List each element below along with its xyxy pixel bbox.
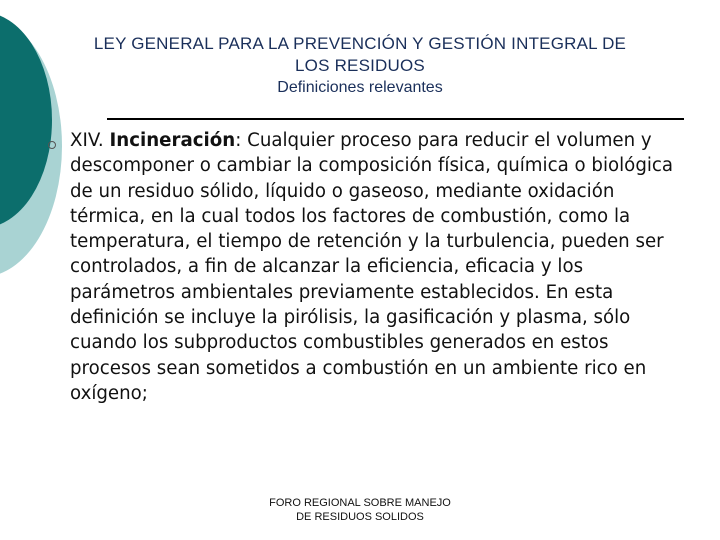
title-divider [107,118,684,120]
definition-term: Incineración [109,130,236,151]
slide-footer [230,496,490,524]
bullet-icon [48,141,56,149]
definition-paragraph [70,128,680,406]
definition-number: XIV. [70,130,104,151]
title-line-1: LEY GENERAL PARA LA PREVENCIÓN Y GESTIÓN INTEGRAL DE [93,34,627,53]
title-line-2: LOS RESIDUOS [295,56,425,75]
footer-line-1: FORO REGIONAL SOBRE MANEJO [269,497,451,509]
footer-line-2: DE RESIDUOS SOLIDOS [296,511,424,523]
slide-subtitle: Definiciones relevantes [277,79,443,96]
slide-title [40,33,680,99]
definition-text: : Cualquier proceso para reducir el volumen y descomponer o cambiar la composición física, química o biológica de un residuo sólido, líquido o gaseoso, mediante oxidación térmica, en la cual todos los factores de combustión, como la temperatura, el tiempo de retención y la turbulencia, pueden ser controlados, a fin de alcanzar la eficiencia, eficacia y los parámetros ambientales previamente establecidos. En esta definición se incluye la pirólisis, la gasificación y plasma, sólo cuando los subproductos combustibles generados en estos procesos sean sometidos a combustión en un ambiente rico en oxígeno; [70,130,674,404]
